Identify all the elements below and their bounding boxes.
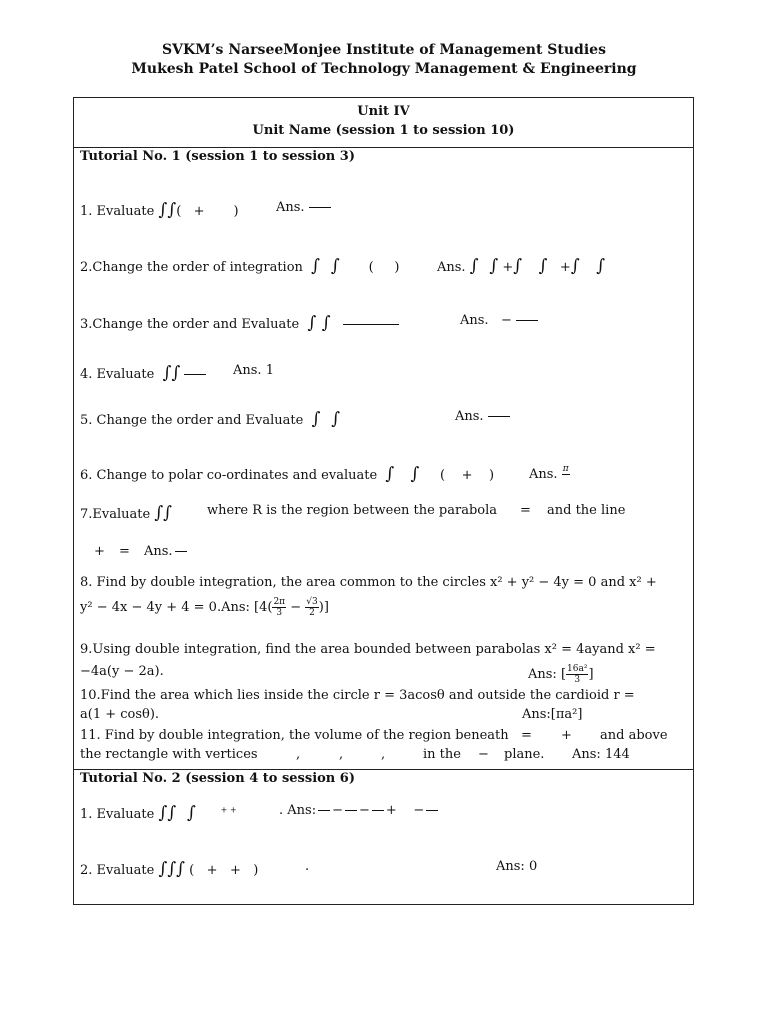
t1-question-8-line1: 8. Find by double integration, the area common to the circles x² + y² − 4y = 0 and x² + [80,575,657,590]
integral-symbol: ∫ ∫ [307,313,331,333]
t1-q7-end: and the line [547,503,626,518]
t1-q6-answer [529,464,570,485]
closing-bracket: ] [588,667,594,682]
t2-q1-answer: . Ans: − − + − [279,803,440,818]
t1-q8-line2-text: y² − 4x − 4y + 4 = 0.Ans: [4( [80,600,273,615]
t1-question-9-line2: −4a(y − 2a). [80,664,164,679]
t2-q2-dot: . [305,859,310,874]
t1-q2-ans-label: Ans. [437,260,466,275]
t1-q3-label: 3.Change the order and Evaluate [80,317,300,332]
t1-question-2: 2.Change the order of integration ∫ ∫ ( ) [80,256,400,276]
t1-q9-answer [528,664,594,685]
t1-question-11-line1: 11. Find by double integration, the volume of the region beneath [80,728,509,743]
double-integral-symbol: ∫∫ [154,503,173,523]
t2-q2-answer: Ans: 0 [496,859,538,874]
frac-denominator: 2 [309,608,315,618]
frac-numerator: 2π [273,597,286,607]
row-divider [74,147,693,148]
t1-q5-ans-label: Ans. [455,409,484,424]
integral-symbol: ∫ ∫ [311,256,340,276]
tutorial2-heading: Tutorial No. 2 (session 4 to session 6) [80,771,355,786]
t1-q11-plus: + [561,728,572,743]
t2-q2-label: 2. Evaluate [80,863,155,878]
t2-question-1: 1. Evaluate ∫∫ ∫ + + [80,803,237,823]
t1-question-6: 6. Change to polar co-ordinates and evaluate ∫ ∫ ( + ) [80,464,495,484]
frac-denominator: 3 [574,675,581,685]
school-title: Mukesh Patel School of Technology Management & Engineering [131,61,637,77]
t1-q6-ans-label: Ans. [529,467,558,482]
t2-q1-label: 1. Evaluate [80,807,155,822]
t1-q9-ans-label: Ans: [ [528,667,567,682]
double-integral-symbol: ∫∫ [162,363,181,383]
t1-q7-label: 7.Evaluate [80,507,151,522]
t1-question-1: 1. Evaluate ∫∫( + ) [80,200,239,220]
t1-q7-equals: = [520,503,531,518]
minus-sign: − [290,600,302,615]
t1-q7-ans-label: Ans. [144,544,173,559]
t1-q11-comma-3: , [381,747,386,762]
integral-symbol: ∫ ∫ [385,464,420,484]
t1-q11-comma-1: , [296,747,301,762]
institute-title: SVKM’s NarseeMonjee Institute of Management Studies [162,42,606,58]
row-divider [74,769,693,770]
pi-symbol: π [562,464,569,474]
t1-question-9-line1: 9.Using double integration, find the area bounded between parabolas x² = 4ayand x² = [80,642,656,657]
t1-q2-label: 2.Change the order of integration [80,260,303,275]
t1-q1-answer [276,200,331,215]
t1-q11-comma-2: , [339,747,344,762]
t1-question-11-line2: the rectangle with vertices [80,747,258,762]
frac-numerator: 16a² [567,664,588,674]
tutorial1-heading: Tutorial No. 1 (session 1 to session 3) [80,149,355,164]
t1-question-4 [80,363,206,383]
unit-name: Unit Name (session 1 to session 10) [252,123,515,138]
t1-q1-ans-label: Ans. [276,200,305,215]
t1-q3-ans-label: Ans. [460,313,489,328]
t1-q4-label: 4. Evaluate [80,367,155,382]
triple-integral-symbol: ∫∫∫ [158,859,186,879]
t1-q3-answer: Ans. − [460,313,538,328]
t2-q1-ans-label: . Ans: [279,803,317,818]
t1-q7-middle: where R is the region between the parabola [207,503,498,518]
frac-denominator: 3 [276,608,283,618]
t1-q10-answer: Ans:[πa²] [522,707,583,722]
t1-q7-line2-equals: = [119,544,130,559]
t1-q1-label: 1. Evaluate [80,204,155,219]
t1-question-10-line2: a(1 + cosθ). [80,707,160,722]
t1-q2-answer: Ans. ∫ ∫ +∫ ∫ +∫ ∫ [437,256,606,276]
closing-bracket: )] [318,600,329,615]
t1-q11-equals: = [521,728,532,743]
t1-q5-label: 5. Change the order and Evaluate [80,413,304,428]
t1-question-8-line2 [80,597,329,618]
t1-q7-answer [144,544,189,559]
t1-q11-above: and above [600,728,668,743]
t1-q11-answer: Ans: 144 [572,747,630,762]
t1-question-10-line1: 10.Find the area which lies inside the circle r = 3acosθ and outside the cardioid r = [80,688,635,703]
integral-symbol: ∫ ∫ [311,409,341,429]
t1-q11-in-the: in the [423,747,461,762]
frac-numerator: √3 [306,597,318,607]
t1-q4-answer: Ans. 1 [233,363,274,378]
t1-question-3 [80,313,399,333]
t1-q6-label: 6. Change to polar co-ordinates and evaluate [80,468,378,483]
t1-q11-plane: plane. [504,747,545,762]
t1-q11-dash: − [478,747,489,762]
tutorial-table [73,97,694,905]
t1-q5-answer [455,409,510,424]
t1-question-5 [80,409,340,429]
unit-title: Unit IV [357,104,410,119]
t2-question-2: 2. Evaluate ∫∫∫ ( + + ) [80,859,259,879]
double-integral-symbol: ∫∫ [158,200,177,220]
t1-q7-line2-plus: + [94,544,105,559]
double-integral-symbol: ∫∫ ∫ [158,803,196,823]
t1-question-7 [80,503,172,523]
